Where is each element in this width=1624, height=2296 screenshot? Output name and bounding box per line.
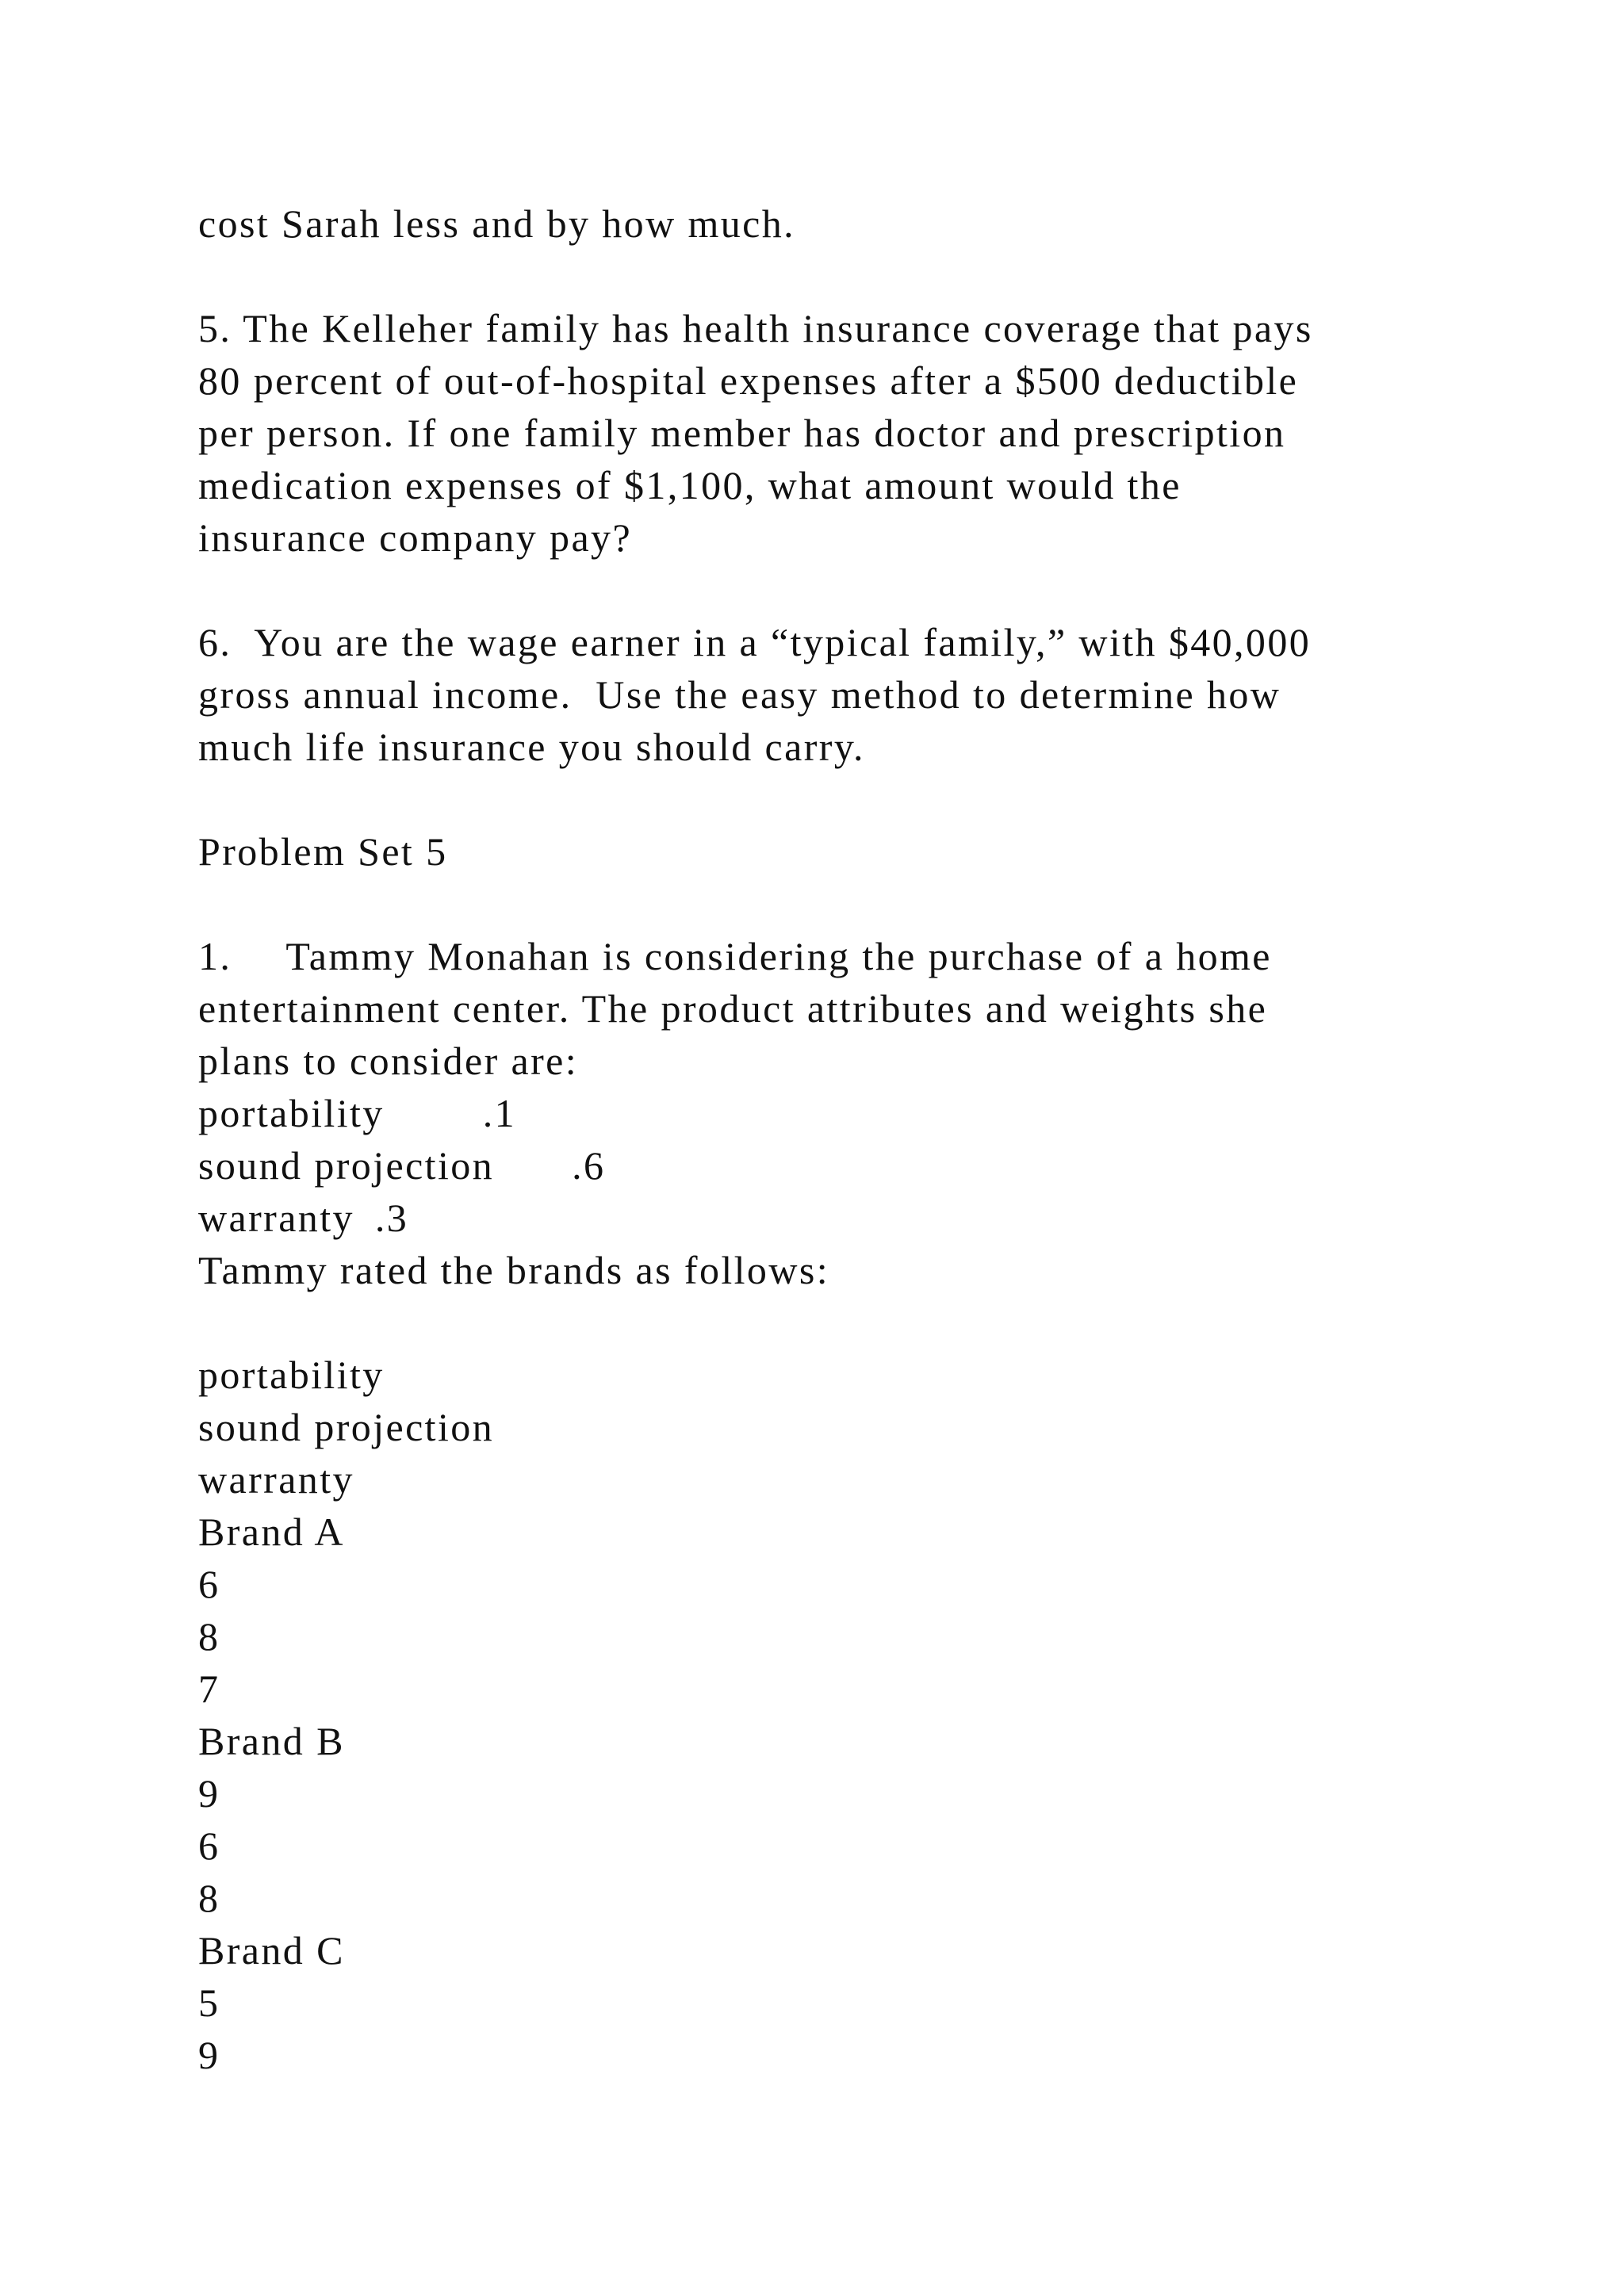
problem-set-heading: Problem Set 5 [198, 829, 448, 874]
blank-line [198, 250, 1507, 302]
brand-rating: 9 [198, 2033, 220, 2077]
rating-header: warranty [198, 1457, 354, 1502]
ratings-intro: Tammy rated the brands as follows: [198, 1248, 829, 1292]
blank-line [198, 564, 1507, 616]
brand-rating: 6 [198, 1562, 220, 1606]
question-6-line: 6. You are the wage earner in a “typical family,” with $40,000 [198, 620, 1312, 664]
question-5-line: 5. The Kelleher family has health insurance coverage that pays [198, 306, 1313, 350]
brand-rating: 8 [198, 1876, 220, 1920]
blank-line [198, 1296, 1507, 1349]
brand-a [198, 1506, 1507, 1715]
blank-line [198, 878, 1507, 930]
problem-1-line: entertainment center. The product attributes and weights she [198, 986, 1268, 1031]
rating-header: portability [198, 1353, 385, 1397]
brand-name: Brand A [198, 1510, 345, 1554]
ratings-headers [198, 1349, 1507, 1506]
blank-line [198, 773, 1507, 825]
question-5 [198, 302, 1507, 564]
brand-c [198, 1924, 1507, 2081]
weight-value: .3 [374, 1196, 409, 1240]
brand-rating: 7 [198, 1667, 220, 1711]
question-5-line: medication expenses of $1,100, what amount would the [198, 463, 1182, 507]
problem-1-line: plans to consider are: [198, 1039, 579, 1083]
brand-rating: 6 [198, 1823, 220, 1868]
weight-attribute: warranty [198, 1196, 354, 1240]
brand-name: Brand B [198, 1719, 345, 1763]
question-6-line: much life insurance you should carry. [198, 725, 865, 769]
problem-1 [198, 930, 1507, 1087]
brand-name: Brand C [198, 1928, 345, 1973]
weights-list [198, 1087, 1507, 1244]
question-6-line: gross annual income. Use the easy method to determine how [198, 672, 1281, 717]
intro-line: cost Sarah less and by how much. [198, 201, 796, 246]
brand-rating: 8 [198, 1614, 220, 1659]
weight-value: .1 [482, 1091, 517, 1135]
weight-row [198, 1139, 1507, 1192]
problem-1-line: Tammy Monahan is considering the purchase of a home [285, 934, 1272, 978]
question-6 [198, 616, 1507, 773]
weight-value: .6 [572, 1143, 606, 1188]
rating-header: sound projection [198, 1405, 495, 1449]
weight-row [198, 1192, 1507, 1244]
problem-1-first-line [198, 930, 1507, 982]
brand-rating: 9 [198, 1771, 220, 1816]
weight-attribute: sound projection [198, 1143, 495, 1188]
question-5-line: per person. If one family member has doctor and prescription [198, 411, 1286, 455]
weight-row [198, 1087, 1507, 1139]
weight-attribute: portability [198, 1091, 385, 1135]
brand-b [198, 1715, 1507, 1924]
document-text [198, 197, 1507, 2081]
question-5-line: 80 percent of out-of-hospital expenses after a $500 deductible [198, 358, 1299, 403]
brand-rating: 5 [198, 1980, 220, 2025]
problem-1-number: 1. [198, 934, 232, 978]
question-5-line: insurance company pay? [198, 515, 633, 560]
